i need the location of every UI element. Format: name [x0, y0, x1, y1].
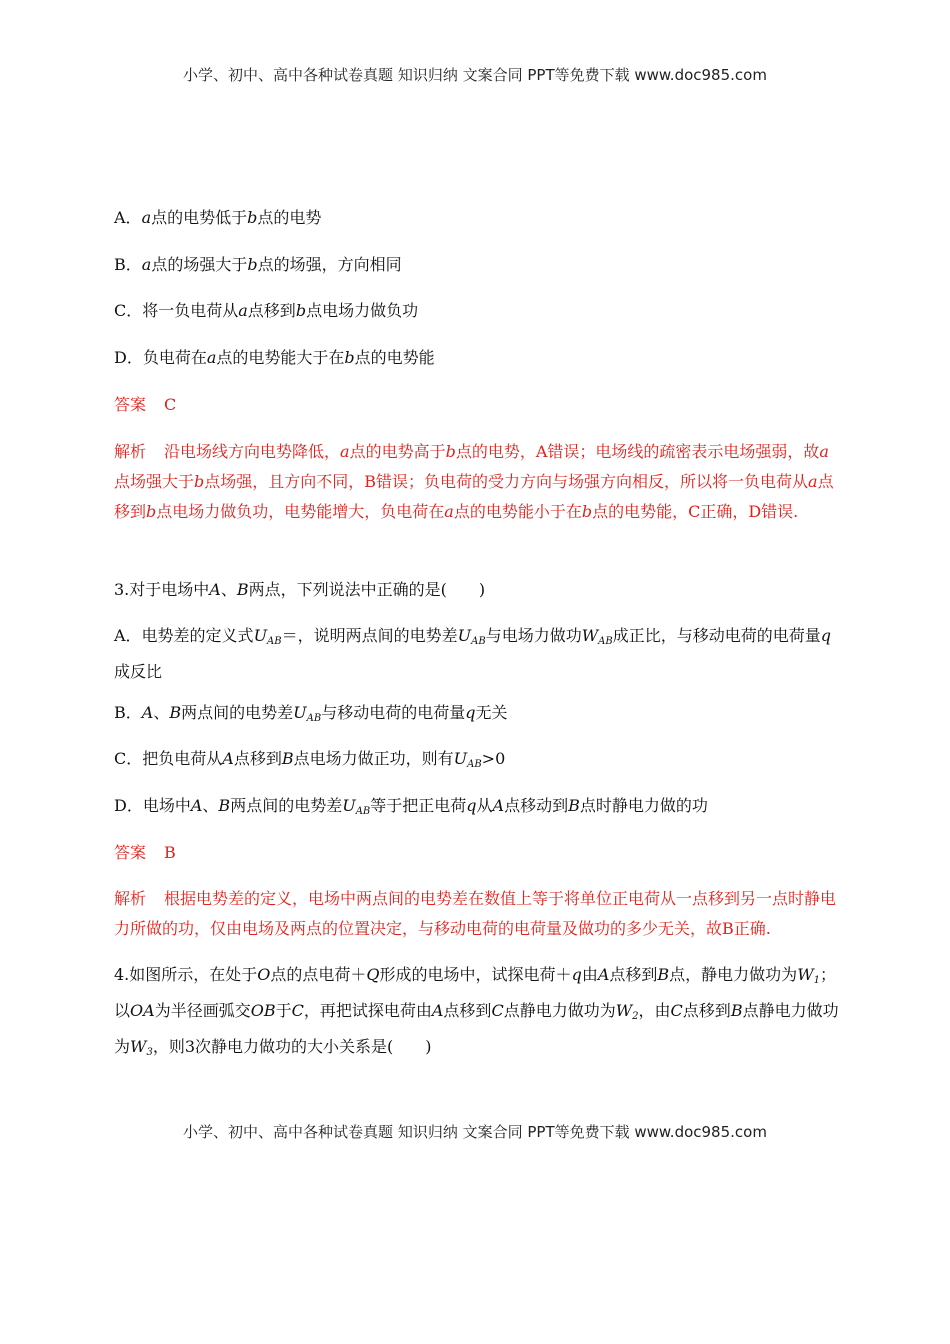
q3-stem: 3.对于电场中A、B两点，下列说法中正确的是( )	[114, 580, 486, 599]
page-footer: 小学、初中、高中各种试卷真题 知识归纳 文案合同 PPT等免费下载 www.doc985.com	[183, 1123, 767, 1141]
q2-answer: 答案 C	[114, 395, 177, 414]
q3-answer: 答案 B	[114, 843, 176, 862]
q3-option-b: B．A、B两点间的电势差$U_{AB}$与移动电荷的电荷量q无关	[114, 703, 508, 724]
q3-option-d: D．电场中A、B两点间的电势差$U_{AB}$等于把正电荷q从A点移动到B点时静电力做的功	[114, 796, 708, 817]
q2-option-b: B．a点的场强大于b点的场强，方向相同	[114, 255, 402, 274]
q2-option-d: D．负电荷在a点的电势能大于在b点的电势能	[114, 348, 435, 367]
q3-option-c: C．把负电荷从A点移到B点电场力做正功，则有$U_{AB}>0$	[114, 749, 506, 770]
q2-analysis: 解析 沿电场线方向电势降低，a点的电势高于b点的电势，A错误；电场线的疏密表示电场强弱，故a点场强大于b点场强，且方向不同，B错误；负电荷的受力方向与场强方向相反，所以将一负电荷从a点移到b点电场力做负功，电势能增大，负电荷在a点的电势能小于在b点的电势能，C正确，D错误.	[114, 442, 834, 521]
q2-option-c: C．将一负电荷从a点移到b点电场力做负功	[114, 301, 419, 320]
q4-stem: 4.如图所示，在处于O点的点电荷＋Q形成的电场中，试探电荷＋q由A点移到B点，静电力做功为$W_1$；以OA为半径画弧交OB于C，再把试探电荷由A点移到C点静电力做功为$W_2$，由C点移到B点静电力做功为$W_3$，则3次静电力做功的大小关系是( )	[114, 965, 839, 1058]
page-header: 小学、初中、高中各种试卷真题 知识归纳 文案合同 PPT等免费下载 www.doc985.com	[183, 66, 767, 84]
q3-analysis: 解析 根据电势差的定义，电场中两点间的电势差在数值上等于将单位正电荷从一点移到另一点时静电力所做的功，仅由电场及两点的位置决定，与移动电荷的电荷量及做功的多少无关，故B正确.	[114, 889, 837, 938]
q2-option-a: A．a点的电势低于b点的电势	[114, 208, 322, 227]
q3-option-a: A．电势差的定义式$U_{AB}=$，说明两点间的电势差$U_{AB}$与电场力做功$W_{AB}$成正比，与移动电荷的电荷量q成反比	[114, 626, 832, 681]
